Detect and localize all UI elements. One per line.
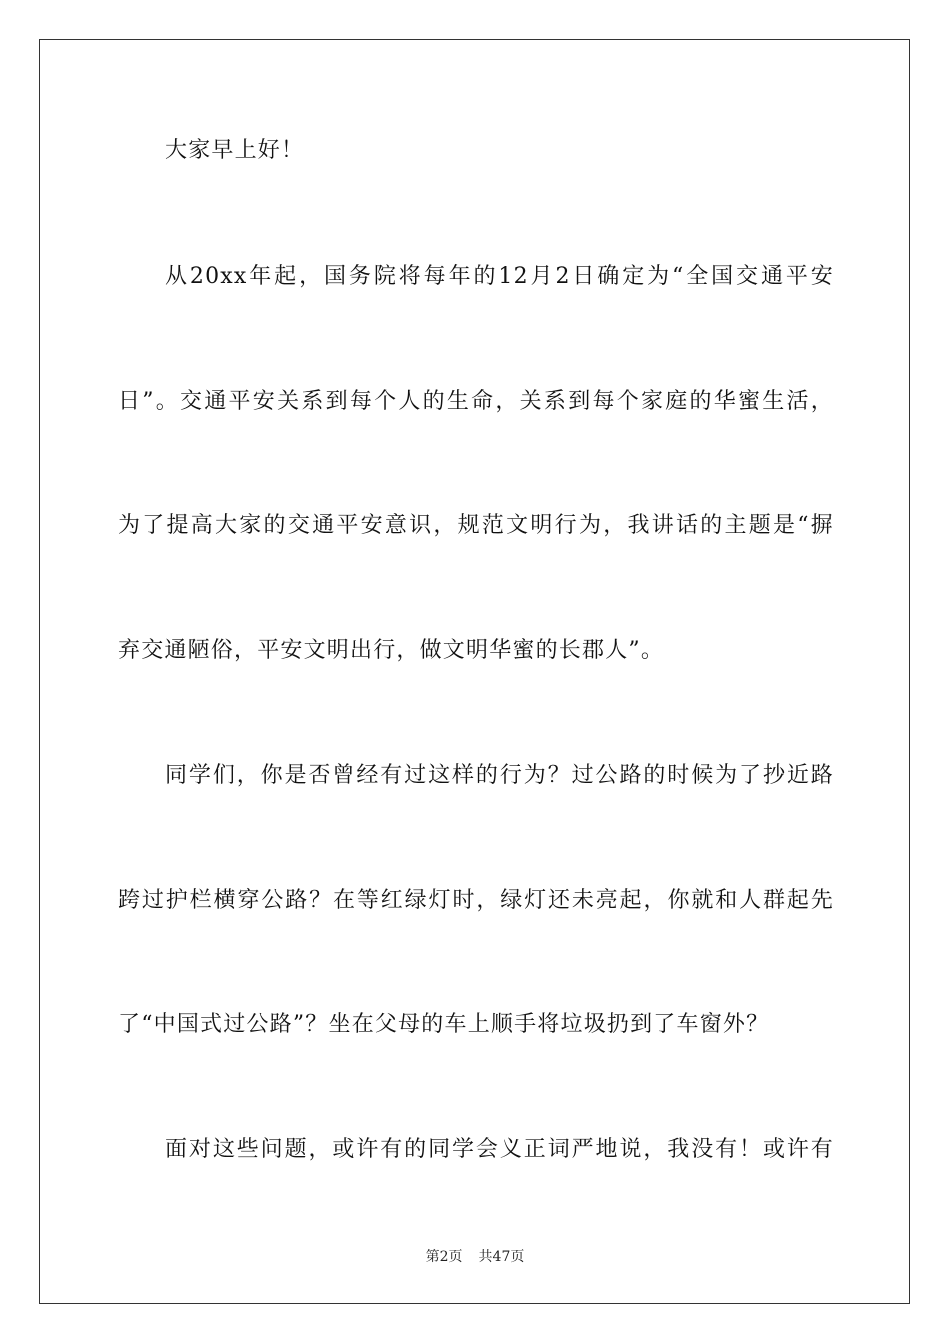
page-frame	[39, 39, 910, 1304]
paragraph-line: 面对这些问题，或许有的同学会义正词严地说，我没有！或许有	[165, 1137, 834, 1162]
paragraph-line: 了“中国式过公路”？坐在父母的车上顺手将垃圾扔到了车窗外？	[118, 1012, 770, 1037]
paragraph-line: 跨过护栏横穿公路？在等红绿灯时，绿灯还未亮起，你就和人群起先	[118, 888, 834, 913]
paragraph-line: 为了提高大家的交通平安意识，规范文明行为，我讲话的主题是“摒	[118, 513, 834, 538]
paragraph-line: 日”。交通平安关系到每个人的生命，关系到每个家庭的华蜜生活，	[118, 389, 834, 414]
greeting-line: 大家早上好！	[165, 138, 305, 163]
page-total: 共47页	[478, 1249, 525, 1265]
paragraph-line: 从20xx年起，国务院将每年的12月2日确定为“全国交通平安	[165, 264, 834, 289]
page-footer	[0, 1247, 950, 1267]
page-number: 第2页	[425, 1249, 463, 1265]
paragraph-line: 同学们，你是否曾经有过这样的行为？过公路的时候为了抄近路	[165, 763, 834, 788]
paragraph-line: 弃交通陋俗，平安文明出行，做文明华蜜的长郡人”。	[118, 638, 665, 663]
